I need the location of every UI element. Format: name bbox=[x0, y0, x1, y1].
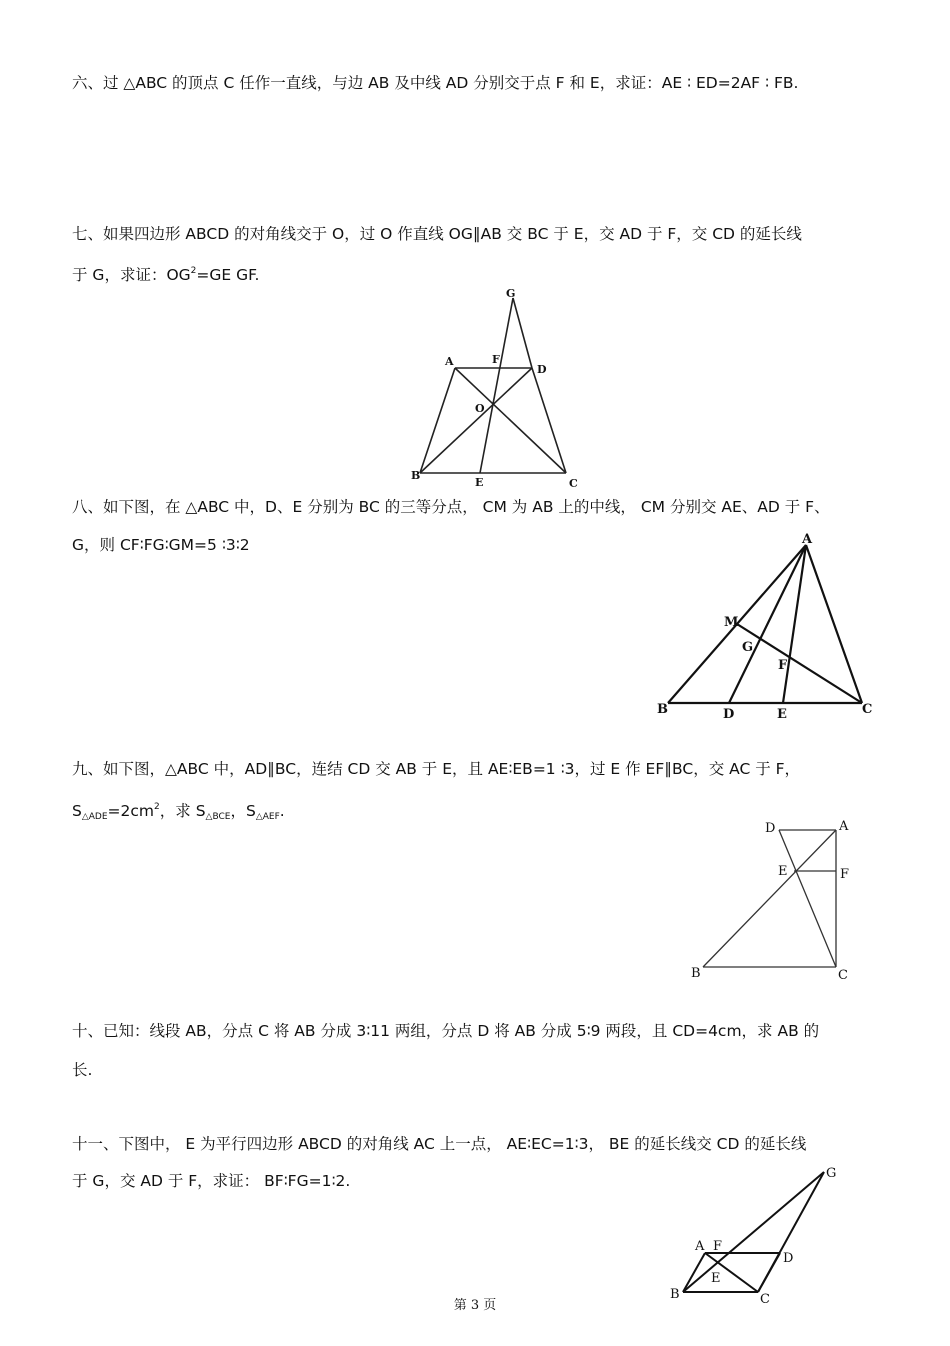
label-D: D bbox=[537, 363, 547, 376]
label-C: C bbox=[760, 1292, 770, 1307]
label-F: F bbox=[492, 353, 500, 366]
label-D: D bbox=[723, 707, 735, 722]
label-A: A bbox=[802, 532, 813, 547]
problem-11-line-2: 于 G，交 AD 于 F，求证： BF∶FG=1∶2. bbox=[72, 1172, 351, 1190]
label-A: A bbox=[445, 355, 454, 368]
label-E: E bbox=[475, 476, 484, 489]
label-F: F bbox=[778, 658, 788, 673]
problem-6-line-1: 六、过 △ABC 的顶点 C 任作一直线，与边 AB 及中线 AD 分别交于点 F 和 E，求证：AE ∶ ED=2AF ∶ FB. bbox=[72, 74, 799, 92]
label-F: F bbox=[840, 867, 850, 882]
subscript-BCE: △BCE bbox=[205, 812, 231, 822]
superscript-2: 2 bbox=[190, 266, 197, 276]
label-E: E bbox=[778, 864, 788, 879]
figure-9-triangle bbox=[685, 815, 855, 985]
label-B: B bbox=[657, 702, 668, 717]
superscript-2: 2 bbox=[154, 802, 160, 812]
label-G: G bbox=[506, 287, 516, 300]
figure-11-parallelogram bbox=[665, 1160, 850, 1310]
label-F: F bbox=[713, 1239, 723, 1254]
problem-7-text-b: =GE GF. bbox=[196, 266, 260, 284]
label-G: G bbox=[742, 640, 754, 655]
label-A: A bbox=[839, 819, 849, 834]
problem-9-text-c: ，求 S bbox=[159, 802, 206, 820]
problem-9-text-e: . bbox=[279, 802, 285, 820]
label-C: C bbox=[569, 477, 578, 490]
figure-7-quadrilateral bbox=[400, 282, 590, 494]
problem-9-text-b: =2cm bbox=[107, 802, 155, 820]
problem-10-line-2: 长. bbox=[72, 1061, 93, 1079]
subscript-AEF: △AEF bbox=[255, 812, 280, 822]
problem-7-text-a: 于 G，求证：OG bbox=[72, 266, 191, 284]
label-O: O bbox=[475, 402, 485, 415]
label-E: E bbox=[711, 1271, 721, 1286]
problem-8-line-2: G，则 CF∶FG∶GM=5 ∶3∶2 bbox=[72, 536, 250, 554]
label-D: D bbox=[783, 1251, 794, 1266]
label-A: A bbox=[695, 1239, 705, 1254]
label-B: B bbox=[411, 469, 421, 482]
problem-9-text-a: S bbox=[72, 802, 82, 820]
problem-9-line-1: 九、如下图，△ABC 中，AD∥BC，连结 CD 交 AB 于 E，且 AE∶EB=1 ∶3，过 E 作 EF∥BC，交 AC 于 F， bbox=[72, 760, 801, 778]
label-C: C bbox=[838, 968, 848, 983]
figure-8-triangle bbox=[650, 528, 880, 723]
problem-8-line-1: 八、如下图，在 △ABC 中，D、E 分别为 BC 的三等分点， CM 为 AB 上的中线， CM 分别交 AE、AD 于 F、 bbox=[72, 498, 830, 516]
page-number: 第 3 页 bbox=[453, 1298, 497, 1313]
problem-9-text-d: ，S bbox=[230, 802, 256, 820]
problem-10-line-1: 十、已知：线段 AB，分点 C 将 AB 分成 3∶11 两组，分点 D 将 AB 分成 5∶9 两段，且 CD=4cm，求 AB 的 bbox=[72, 1022, 820, 1040]
problem-7-line-1: 七、如果四边形 ABCD 的对角线交于 O，过 O 作直线 OG∥AB 交 BC 于 E，交 AD 于 F，交 CD 的延长线 bbox=[72, 225, 802, 243]
problem-9-line-2 bbox=[72, 797, 285, 827]
label-E: E bbox=[777, 707, 787, 722]
problem-7-line-2 bbox=[72, 261, 259, 285]
label-G: G bbox=[826, 1166, 837, 1181]
problem-11-line-1: 十一、下图中， E 为平行四边形 ABCD 的对角线 AC 上一点， AE∶EC=1∶3， BE 的延长线交 CD 的延长线 bbox=[72, 1135, 807, 1153]
label-C: C bbox=[862, 702, 873, 717]
subscript-ADE: △ADE bbox=[81, 812, 108, 822]
label-B: B bbox=[691, 966, 701, 981]
label-M: M bbox=[724, 615, 739, 630]
label-D: D bbox=[765, 821, 776, 836]
label-B: B bbox=[670, 1287, 680, 1302]
